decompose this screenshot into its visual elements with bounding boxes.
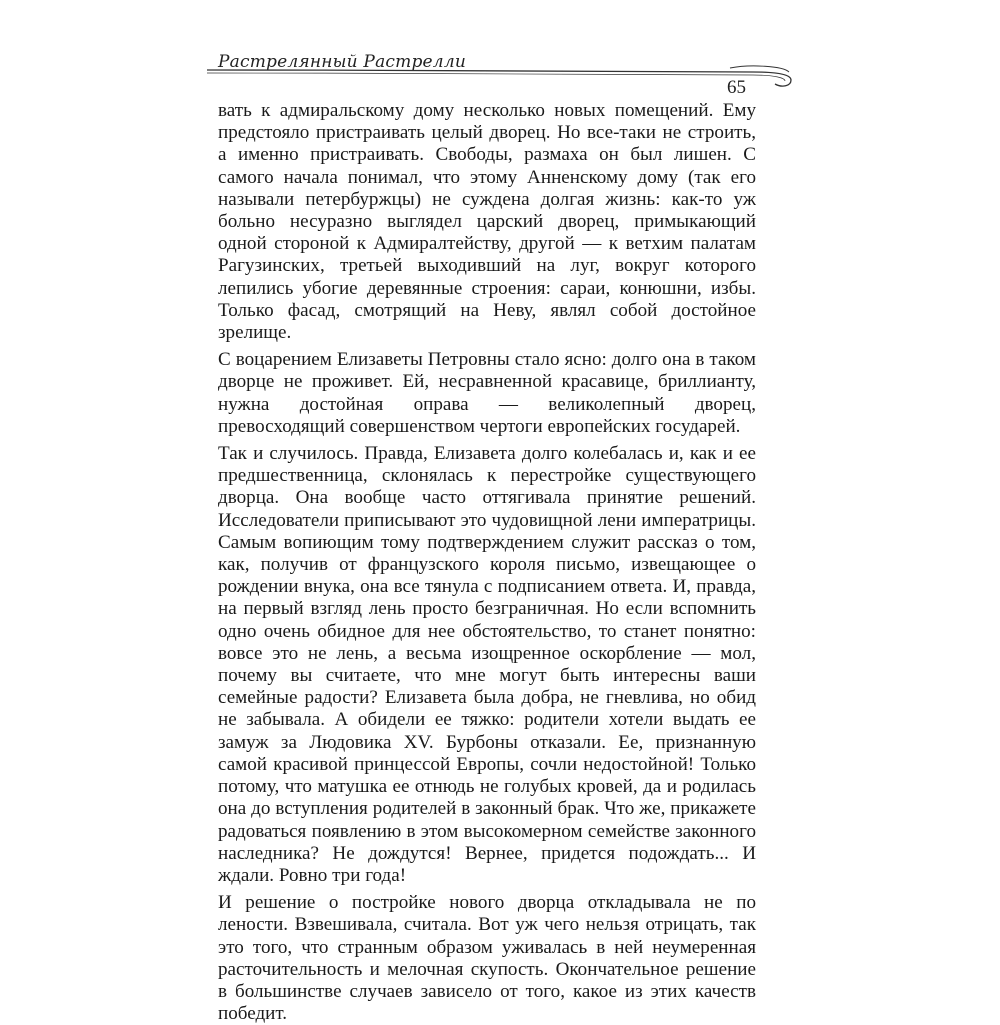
- main-text: [218, 100, 756, 1025]
- paragraph-3: Так и случилось. Правда, Елизавета долго колебалась и, как и ее предшественница, склонялась к перестройке существующего дворца. Она вообще часто оттягивала принятие решений. Исследователи приписывают это чудовищной лени императрицы. Самым вопиющим тому подтверждением служит рассказ о том, как, получив от французского короля письмо, извещающее о рождении внука, она все тянула с подписанием ответа. И, правда, на первый взгляд лень просто безграничная. Но если вспомнить одно очень обидное для нее обстоятельство, то станет понятно: вовсе это не лень, а весьма изощренное оскорбление — мол, почему вы считаете, что мне могут быть интересны ваши семейные радости? Елизавета была добра, не гневлива, но обид не забывала. А обидели ее тяжко: родители хотели выдать ее замуж за Людовика XV. Бурбоны отказали. Ее, признанную самой красивой принцессой Европы, сочли недостойной! Только потому, что матушка ее отнюдь не голубых кровей, да и родилась она до вступления родителей в законный брак. Что же, прикажете радоваться появлению в этом высокомерном семействе законного наследника? Не дождутся! Вернее, придется подождать... И ждали. Ровно три года!: [218, 443, 756, 886]
- paragraph-1: вать к адмиральскому дому несколько новых помещений. Ему предстояло пристраивать целый дворец. Но все-таки не строить, а именно пристраивать. Свободы, размаха он был лишен. С самого начала понимал, что этому Анненскому дому (так его называли петербуржцы) не суждена долгая жизнь: как-то уж больно несуразно выглядел царский дворец, примыкающий одной стороной к Адмиралтейству, другой — к ветхим палатам Рагузинских, третьей выходивший на луг, вокруг которого лепились убогие деревянные строения: сараи, конюшни, избы. Только фасад, смотрящий на Неву, являл собой достойное зрелище.: [218, 100, 756, 344]
- paragraph-2: С воцарением Елизаветы Петровны стало ясно: долго она в таком дворце не проживет. Ей, несравненной красавице, бриллианту, нужна достойная оправа — великолепный дворец, превосходящий совершенством чертоги европейских государей.: [218, 349, 756, 437]
- paragraph-4: И решение о постройке нового дворца откладывала не по лености. Взвешивала, считала. Вот уж чего нельзя отрицать, так это того, что странным образом уживалась в ней неумеренная расточительность и мелочная скупость. Окончательное решение в большинстве случаев зависело от того, какое из этих качеств победит.: [218, 892, 756, 1025]
- page-number: 65: [727, 77, 746, 98]
- running-head-title: Растрелянный Растрелли: [218, 52, 466, 72]
